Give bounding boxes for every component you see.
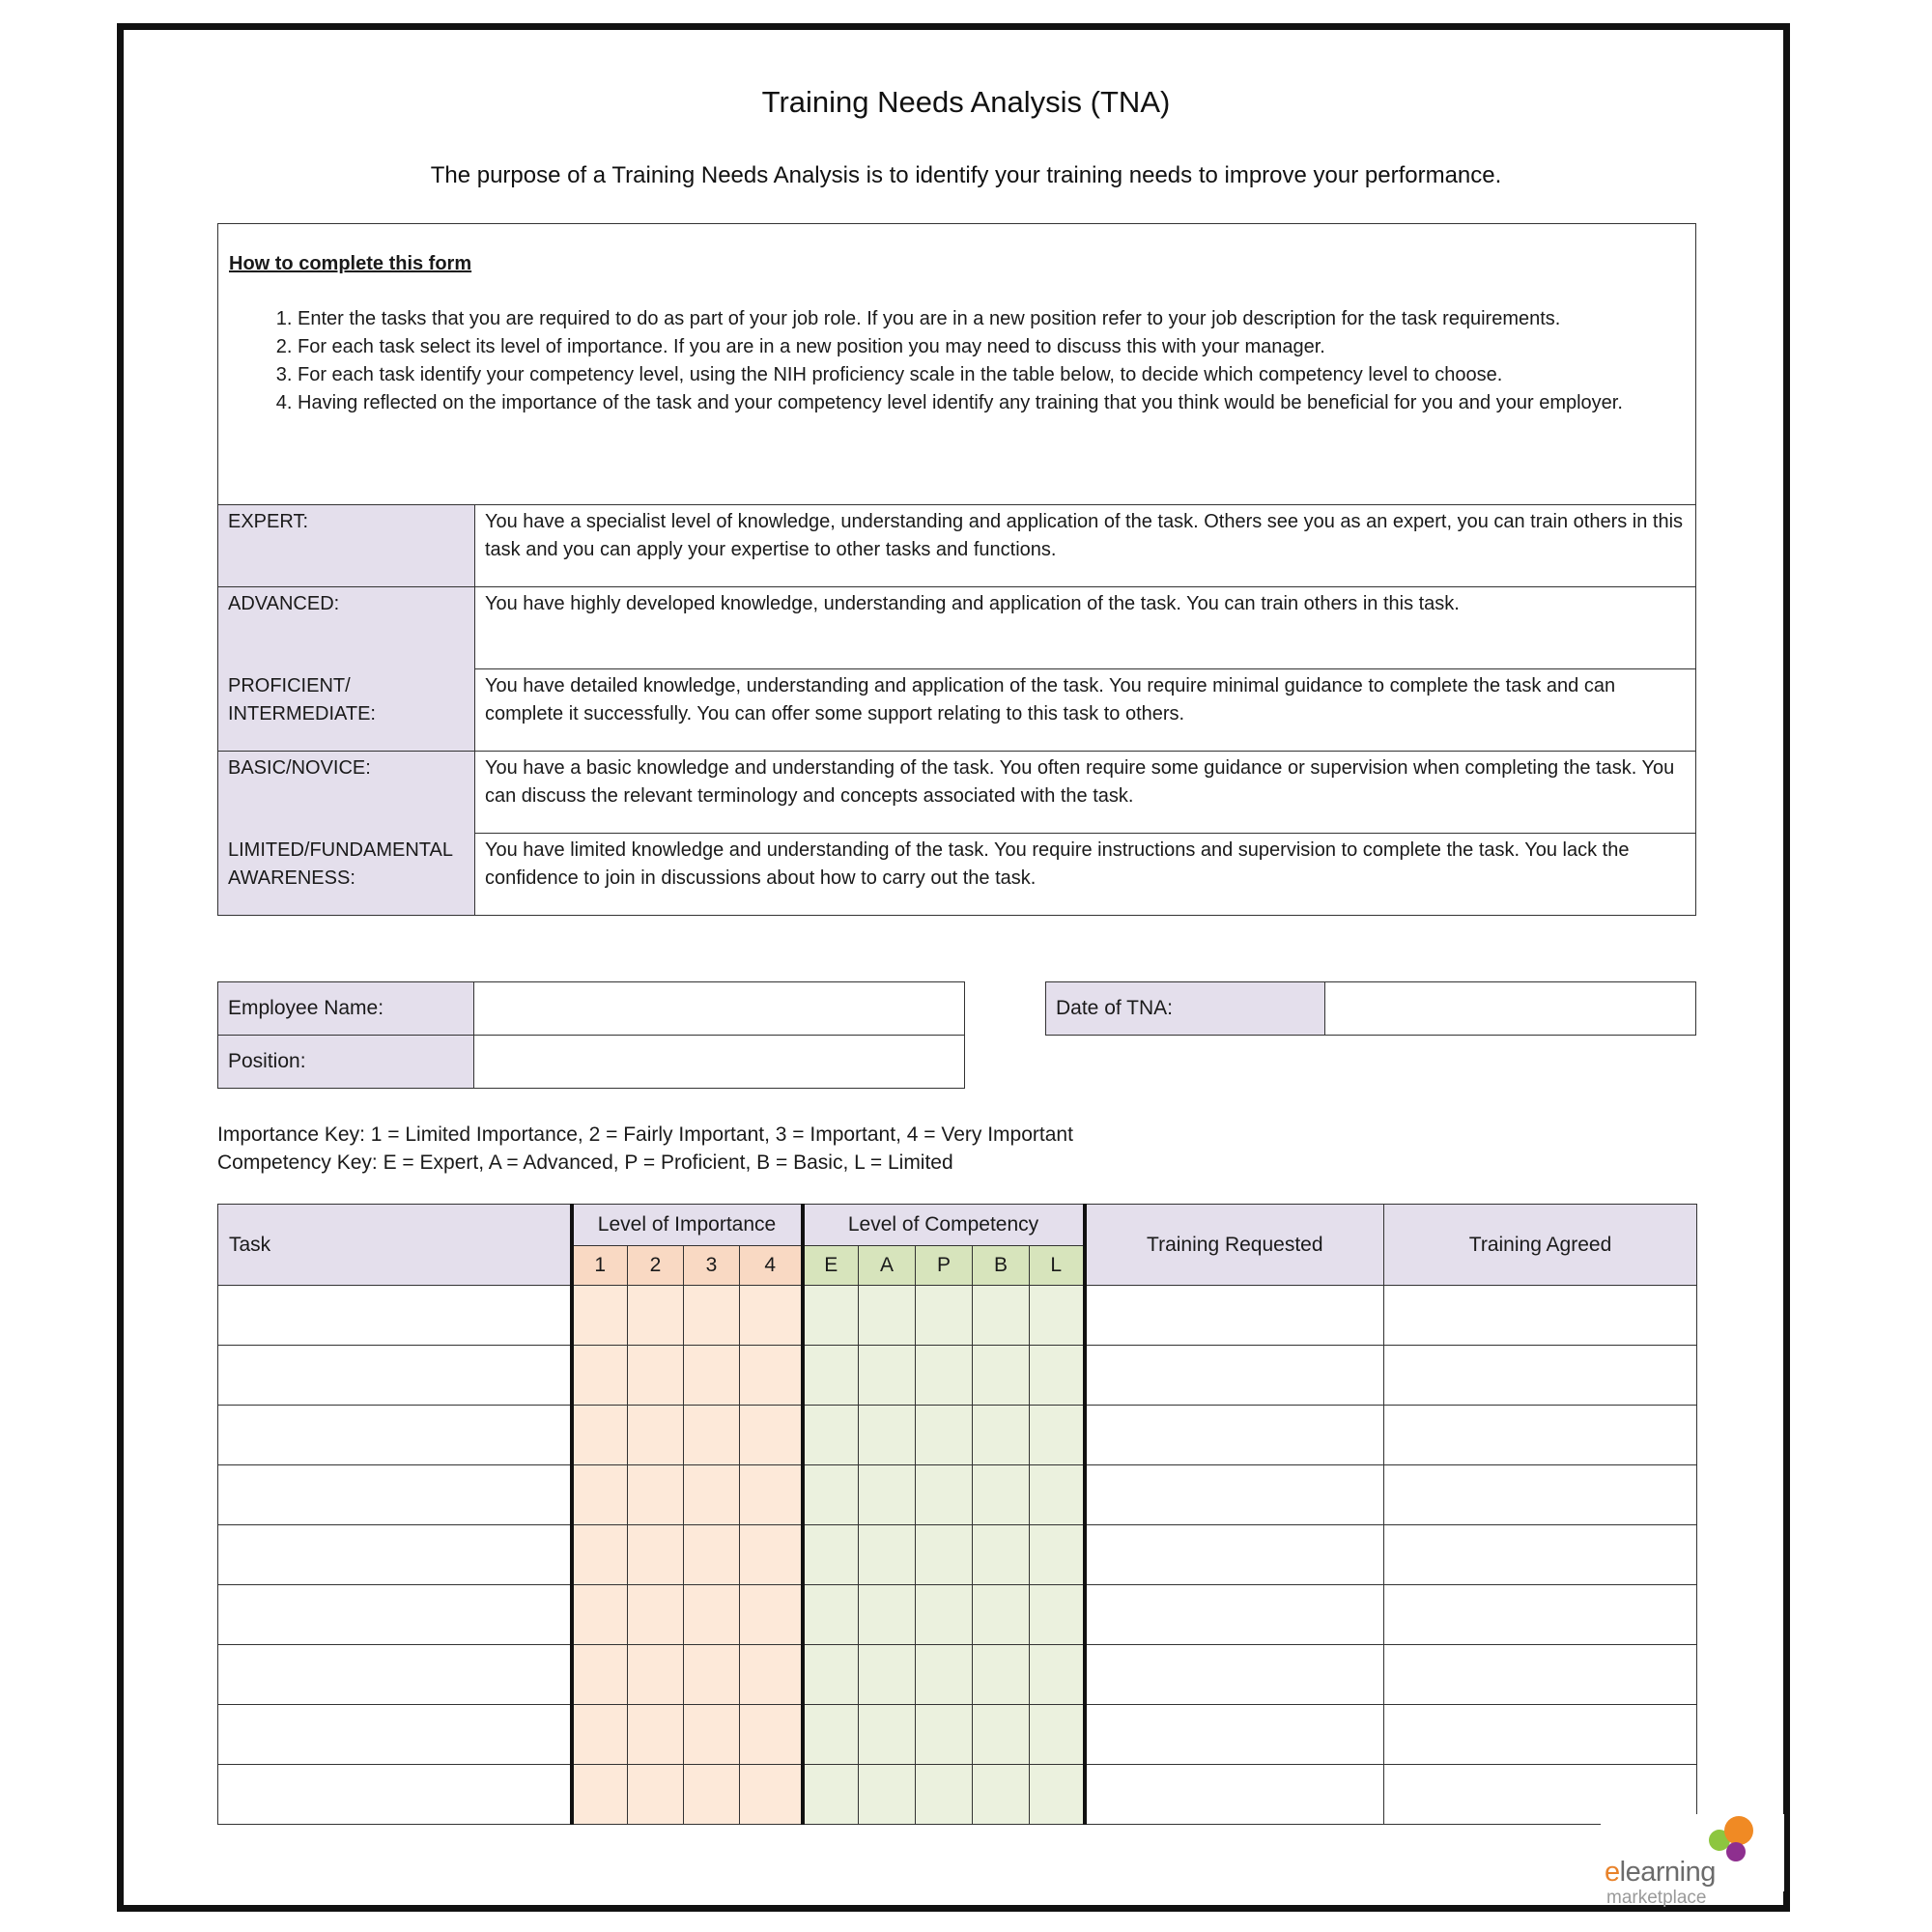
task-cell[interactable] — [218, 1705, 572, 1765]
training-agreed-cell[interactable] — [1384, 1525, 1697, 1585]
competency-cell[interactable] — [973, 1465, 1030, 1525]
competency-cell[interactable] — [973, 1585, 1030, 1645]
task-row — [218, 1585, 1697, 1645]
competency-cell[interactable] — [1030, 1645, 1085, 1705]
importance-cell[interactable] — [572, 1525, 628, 1585]
importance-cell[interactable] — [740, 1525, 803, 1585]
competency-cell[interactable] — [859, 1406, 916, 1465]
competency-cell[interactable] — [859, 1705, 916, 1765]
importance-cell[interactable] — [740, 1645, 803, 1705]
training-requested-cell[interactable] — [1085, 1525, 1384, 1585]
instructions-heading: How to complete this form — [229, 253, 472, 274]
importance-cell[interactable] — [740, 1585, 803, 1645]
keys-block — [217, 1121, 1073, 1177]
task-row — [218, 1705, 1697, 1765]
competency-cell[interactable] — [859, 1585, 916, 1645]
level-description: You have limited knowledge and understanding of the task. You require instructions and supervision to complete the task. You lack the confidence to join in discussions about how to carry out the task. — [475, 834, 1696, 916]
logo-circles-icon — [1601, 1814, 1784, 1862]
importance-cell[interactable] — [572, 1346, 628, 1406]
importance-cell[interactable] — [684, 1765, 740, 1825]
competency-cell[interactable] — [916, 1346, 973, 1406]
task-row — [218, 1645, 1697, 1705]
importance-cell[interactable] — [684, 1705, 740, 1765]
training-requested-cell[interactable] — [1085, 1585, 1384, 1645]
importance-cell[interactable] — [572, 1406, 628, 1465]
task-row — [218, 1765, 1697, 1825]
importance-cell[interactable] — [628, 1406, 684, 1465]
date-table — [1045, 981, 1696, 1036]
competency-cell[interactable] — [973, 1406, 1030, 1465]
task-table-body — [218, 1286, 1697, 1825]
training-agreed-cell[interactable] — [1384, 1406, 1697, 1465]
importance-cell[interactable] — [740, 1765, 803, 1825]
competency-cell[interactable] — [859, 1525, 916, 1585]
importance-level-1: 1 — [572, 1246, 628, 1286]
importance-cell[interactable] — [740, 1346, 803, 1406]
level-description: You have a basic knowledge and understanding of the task. You often require some guidance or supervision when completing the task. You can discuss the relevant terminology and concepts associated with the task. — [475, 752, 1696, 834]
competency-cell[interactable] — [916, 1585, 973, 1645]
level-row-basic — [218, 752, 1696, 834]
training-requested-cell[interactable] — [1085, 1346, 1384, 1406]
training-requested-cell[interactable] — [1085, 1286, 1384, 1346]
importance-cell[interactable] — [572, 1705, 628, 1765]
importance-cell[interactable] — [740, 1406, 803, 1465]
competency-cell[interactable] — [1030, 1346, 1085, 1406]
level-row-advanced — [218, 587, 1696, 669]
training-agreed-header: Training Agreed — [1384, 1205, 1697, 1286]
task-cell[interactable] — [218, 1585, 572, 1645]
level-label: LIMITED/FUNDAMENTAL AWARENESS: — [218, 834, 475, 916]
position-field[interactable] — [474, 1036, 965, 1089]
competency-cell[interactable] — [973, 1645, 1030, 1705]
competency-cell[interactable] — [803, 1765, 859, 1825]
instructions-list — [257, 305, 1676, 417]
competency-cell[interactable] — [1030, 1286, 1085, 1346]
competency-cell[interactable] — [916, 1465, 973, 1525]
competency-cell[interactable] — [803, 1346, 859, 1406]
level-label: ADVANCED: — [218, 587, 475, 669]
level-description: You have a specialist level of knowledge, understanding and application of the task. Others see you as an expert, you can train others in this task and you can apply your expertise to other tasks and functions. — [475, 505, 1696, 587]
level-description: You have highly developed knowledge, understanding and application of the task. You can train others in this task. — [475, 587, 1696, 669]
importance-cell[interactable] — [572, 1465, 628, 1525]
training-requested-cell[interactable] — [1085, 1765, 1384, 1825]
instruction-step: 2. For each task select its level of importance. If you are in a new position you may need to discuss this with your manager. — [298, 333, 1676, 361]
task-cell[interactable] — [218, 1286, 572, 1346]
competency-cell[interactable] — [916, 1286, 973, 1346]
importance-level-3: 3 — [684, 1246, 740, 1286]
competency-cell[interactable] — [859, 1346, 916, 1406]
importance-cell[interactable] — [740, 1465, 803, 1525]
level-row-expert — [218, 505, 1696, 587]
competency-cell[interactable] — [916, 1645, 973, 1705]
competency-cell[interactable] — [973, 1525, 1030, 1585]
competency-level-l: L — [1030, 1246, 1085, 1286]
task-row — [218, 1465, 1697, 1525]
task-cell[interactable] — [218, 1346, 572, 1406]
training-agreed-cell[interactable] — [1384, 1346, 1697, 1406]
task-header: Task — [218, 1205, 572, 1286]
importance-cell[interactable] — [572, 1585, 628, 1645]
instructions-box — [217, 223, 1696, 505]
competency-cell[interactable] — [973, 1765, 1030, 1825]
importance-cell[interactable] — [740, 1286, 803, 1346]
logo-subtext: marketplace — [1606, 1888, 1707, 1908]
competency-cell[interactable] — [973, 1346, 1030, 1406]
importance-cell[interactable] — [684, 1645, 740, 1705]
competency-cell[interactable] — [859, 1645, 916, 1705]
date-label: Date of TNA: — [1046, 982, 1325, 1036]
task-cell[interactable] — [218, 1406, 572, 1465]
competency-cell[interactable] — [1030, 1705, 1085, 1765]
position-label: Position: — [218, 1036, 474, 1089]
training-agreed-cell[interactable] — [1384, 1465, 1697, 1525]
importance-key: Importance Key: 1 = Limited Importance, 2 = Fairly Important, 3 = Important, 4 = Very Important — [217, 1123, 1073, 1146]
importance-header: Level of Importance — [572, 1205, 803, 1246]
task-row — [218, 1525, 1697, 1585]
employee-name-label: Employee Name: — [218, 982, 474, 1036]
competency-cell[interactable] — [859, 1286, 916, 1346]
competency-cell[interactable] — [803, 1406, 859, 1465]
competency-cell[interactable] — [973, 1705, 1030, 1765]
level-label: BASIC/NOVICE: — [218, 752, 475, 834]
date-field[interactable] — [1325, 982, 1696, 1036]
task-row — [218, 1406, 1697, 1465]
importance-level-4: 4 — [740, 1246, 803, 1286]
document-title: Training Needs Analysis (TNA) — [761, 85, 1171, 119]
training-requested-cell[interactable] — [1085, 1645, 1384, 1705]
importance-level-2: 2 — [628, 1246, 684, 1286]
competency-cell[interactable] — [803, 1585, 859, 1645]
importance-cell[interactable] — [572, 1765, 628, 1825]
importance-cell[interactable] — [628, 1585, 684, 1645]
level-row-limited — [218, 834, 1696, 916]
competency-cell[interactable] — [916, 1705, 973, 1765]
training-requested-cell[interactable] — [1085, 1705, 1384, 1765]
employee-details-table — [217, 981, 965, 1089]
importance-cell[interactable] — [684, 1585, 740, 1645]
competency-cell[interactable] — [973, 1286, 1030, 1346]
task-row — [218, 1286, 1697, 1346]
competency-level-a: A — [859, 1246, 916, 1286]
task-cell[interactable] — [218, 1465, 572, 1525]
training-requested-cell[interactable] — [1085, 1406, 1384, 1465]
importance-cell[interactable] — [684, 1346, 740, 1406]
training-requested-header: Training Requested — [1085, 1205, 1384, 1286]
employee-name-field[interactable] — [474, 982, 965, 1036]
level-label: EXPERT: — [218, 505, 475, 587]
task-row — [218, 1346, 1697, 1406]
competency-cell[interactable] — [1030, 1585, 1085, 1645]
competency-cell[interactable] — [859, 1765, 916, 1825]
competency-level-b: B — [973, 1246, 1030, 1286]
competency-header: Level of Competency — [803, 1205, 1085, 1246]
competency-cell[interactable] — [1030, 1765, 1085, 1825]
logo-wordmark: elearning — [1605, 1857, 1716, 1888]
importance-cell[interactable] — [628, 1765, 684, 1825]
competency-cell[interactable] — [803, 1525, 859, 1585]
importance-cell[interactable] — [628, 1525, 684, 1585]
competency-cell[interactable] — [803, 1286, 859, 1346]
level-label: PROFICIENT/ INTERMEDIATE: — [218, 669, 475, 752]
importance-cell[interactable] — [684, 1286, 740, 1346]
instruction-step: 3. For each task identify your competency level, using the NIH proficiency scale in the table below, to decide which competency level to choose. — [298, 361, 1676, 389]
level-row-proficient — [218, 669, 1696, 752]
competency-cell[interactable] — [1030, 1465, 1085, 1525]
proficiency-scale-table — [217, 504, 1696, 916]
training-agreed-cell[interactable] — [1384, 1585, 1697, 1645]
competency-cell[interactable] — [916, 1525, 973, 1585]
task-cell[interactable] — [218, 1765, 572, 1825]
competency-key: Competency Key: E = Expert, A = Advanced, P = Proficient, B = Basic, L = Limited — [217, 1151, 953, 1174]
training-agreed-cell[interactable] — [1384, 1705, 1697, 1765]
importance-cell[interactable] — [628, 1705, 684, 1765]
instruction-step: 1. Enter the tasks that you are required to do as part of your job role. If you are in a new position refer to your job description for the task requirements. — [298, 305, 1676, 333]
importance-cell[interactable] — [628, 1286, 684, 1346]
importance-cell[interactable] — [684, 1525, 740, 1585]
competency-level-p: P — [916, 1246, 973, 1286]
importance-cell[interactable] — [740, 1705, 803, 1765]
instruction-step: 4. Having reflected on the importance of the task and your competency level identify any training that you think would be beneficial for you and your employer. — [298, 389, 1676, 417]
competency-cell[interactable] — [803, 1705, 859, 1765]
competency-cell[interactable] — [803, 1465, 859, 1525]
competency-cell[interactable] — [1030, 1525, 1085, 1585]
task-table — [217, 1204, 1697, 1825]
importance-cell[interactable] — [572, 1645, 628, 1705]
level-description: You have detailed knowledge, understanding and application of the task. You require minimal guidance to complete the task and can complete it successfully. You can offer some support relating to this task to others. — [475, 669, 1696, 752]
training-requested-cell[interactable] — [1085, 1465, 1384, 1525]
importance-cell[interactable] — [628, 1645, 684, 1705]
competency-cell[interactable] — [916, 1765, 973, 1825]
competency-cell[interactable] — [859, 1465, 916, 1525]
task-cell[interactable] — [218, 1525, 572, 1585]
importance-cell[interactable] — [572, 1286, 628, 1346]
competency-cell[interactable] — [1030, 1406, 1085, 1465]
training-agreed-cell[interactable] — [1384, 1286, 1697, 1346]
importance-cell[interactable] — [628, 1346, 684, 1406]
competency-level-e: E — [803, 1246, 859, 1286]
document-subtitle: The purpose of a Training Needs Analysis is to identify your training needs to improve your performance. — [430, 162, 1502, 188]
elearning-marketplace-logo — [1601, 1814, 1784, 1908]
importance-cell[interactable] — [684, 1465, 740, 1525]
importance-cell[interactable] — [684, 1406, 740, 1465]
importance-cell[interactable] — [628, 1465, 684, 1525]
task-cell[interactable] — [218, 1645, 572, 1705]
competency-cell[interactable] — [916, 1406, 973, 1465]
competency-cell[interactable] — [803, 1645, 859, 1705]
training-agreed-cell[interactable] — [1384, 1645, 1697, 1705]
